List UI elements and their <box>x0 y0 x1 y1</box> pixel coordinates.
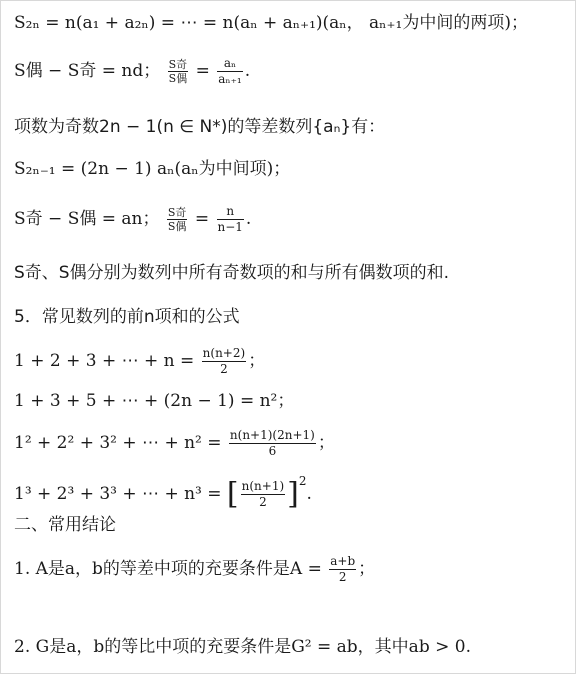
section-2-heading: 二、常用结论 <box>14 515 116 535</box>
formula-odd-sum: 1 + 3 + 5 + ⋯ + (2n − 1) = n²； <box>14 391 295 411</box>
formula-cube-sum: 1³ + 2³ + 3³ + ⋯ + n³ = [ $\frac{n(n+1)}{2}$ ]$^2$. <box>14 474 312 512</box>
conclusion-geometric-mean: 2. G是a，b的等比中项的充要条件是G² = ab，其中ab > 0. <box>14 637 471 657</box>
formula-odd-minus-even: S奇 − S偶 = an； $\frac{\text{S奇}}{\text{S偶}}$ = $\frac{n}{n-1}$ . <box>14 204 252 234</box>
ratio-odd-even-fraction-2: $\frac{\text{S奇}}{\text{S偶}}$ <box>167 206 187 233</box>
square-sum-fraction: $\frac{n(n+1)(2n+1)}{6}$ <box>229 428 315 458</box>
conclusion-arithmetic-mean: 1. A是a，b的等差中项的充要条件是A = $\frac{a+b}{2}$ ； <box>14 554 376 584</box>
section-5-heading: 5．常见数列的前n项和的公式 <box>14 307 240 327</box>
arithmetic-mean-fraction: $\frac{a+b}{2}$ <box>330 554 356 584</box>
ratio-n-fraction: $\frac{n}{n-1}$ <box>217 204 243 234</box>
odd-even-sum-note: S奇、S偶分别为数列中所有奇数项的和与所有偶数项的和. <box>14 263 449 283</box>
ratio-an-fraction: $\frac{\text{aₙ}}{\text{aₙ₊₁}}$ <box>218 56 242 86</box>
natural-sum-fraction: $\frac{n(n+2)}{2}$ <box>202 346 246 376</box>
formula-square-sum: 1² + 2² + 3² + ⋯ + n² = $\frac{n(n+1)(2n+1)}{6}$ ； <box>14 428 335 458</box>
cube-sum-fraction: $\frac{n(n+1)}{2}$ <box>241 479 285 509</box>
odd-count-heading: 项数为奇数2n − 1(n ∈ N*)的等差数列{aₙ}有： <box>14 117 386 137</box>
ratio-odd-even-fraction: $\frac{\text{S奇}}{\text{S偶}}$ <box>168 58 188 85</box>
formula-natural-sum: 1 + 2 + 3 + ⋯ + n = $\frac{n(n+2)}{2}$ ； <box>14 346 266 376</box>
formula-s2n-sum: S₂ₙ = n(a₁ + a₂ₙ) = ⋯ = n(aₙ + aₙ₊₁)(aₙ， aₙ₊₁为中间的两项)； <box>14 13 528 33</box>
formula-even-minus-odd: S偶 − S奇 = nd； $\frac{\text{S奇}}{\text{S偶}}$ = $\frac{\text{aₙ}}{\text{aₙ₊₁}}$ . <box>14 56 251 86</box>
formula-s2n-minus-1: S₂ₙ₋₁ = (2n − 1) aₙ(aₙ为中间项)； <box>14 159 291 179</box>
